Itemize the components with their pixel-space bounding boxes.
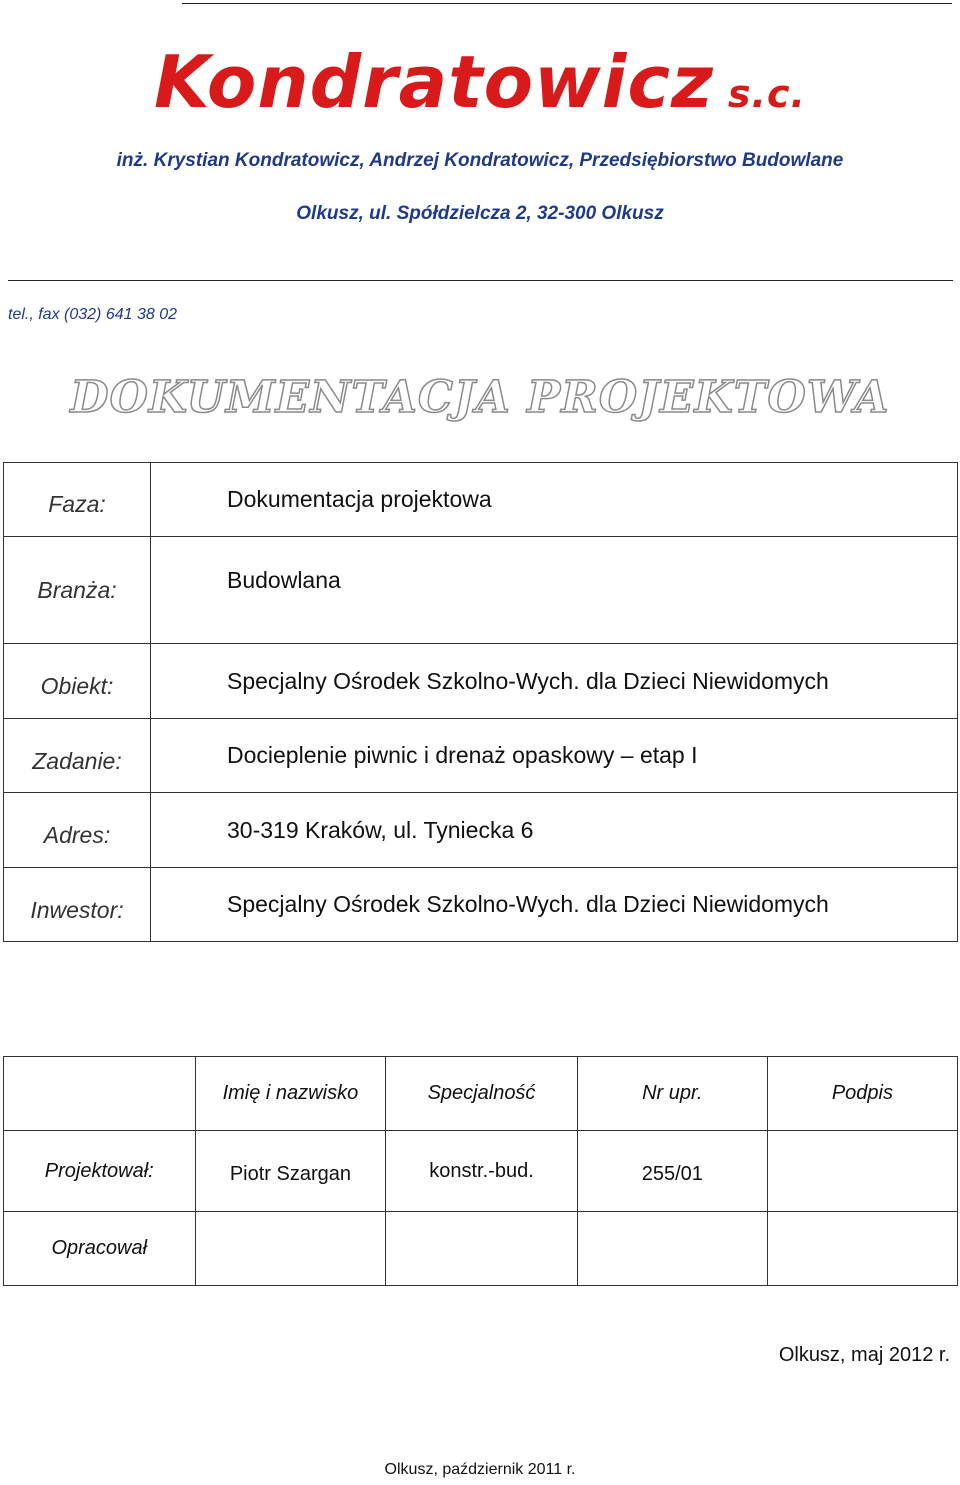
- project-info-table: [3, 462, 958, 942]
- prepared-label: Opracował: [4, 1212, 196, 1286]
- signature-row-designed: [4, 1131, 958, 1212]
- logo-text: Kondratowicz: [154, 40, 714, 124]
- document-title: DOKUMENTACJA PROJEKTOWA: [70, 372, 890, 423]
- investor-label: Inwestor:: [4, 868, 151, 942]
- object-value: Specjalny Ośrodek Szkolno-Wych. dla Dzieci Niewidomych: [151, 644, 958, 719]
- document-date: Olkusz, maj 2012 r.: [778, 1344, 950, 1366]
- branch-value: Budowlana: [151, 537, 958, 644]
- phase-value: Dokumentacja projektowa: [151, 463, 958, 537]
- address-label: Adres:: [4, 793, 151, 868]
- header-rule: [8, 280, 953, 281]
- phase-label: Faza:: [4, 463, 151, 537]
- task-value: Docieplenie piwnic i drenaż opaskowy – etap I: [151, 719, 958, 793]
- preparer-specialty: [386, 1212, 578, 1286]
- object-label: Obiekt:: [4, 644, 151, 719]
- company-phone: tel., fax (032) 641 38 02: [8, 306, 177, 323]
- top-rule: [182, 3, 952, 4]
- company-address: Olkusz, ul. Spółdzielcza 2, 32-300 Olkusz: [296, 203, 664, 224]
- preparer-signature: [767, 1212, 957, 1286]
- logo-suffix: s.c.: [727, 72, 806, 116]
- designer-license: 255/01: [577, 1131, 767, 1212]
- footer-date: Olkusz, październik 2011 r.: [384, 1461, 576, 1478]
- info-row-address: [4, 793, 958, 868]
- branch-label: Branża:: [4, 537, 151, 644]
- info-row-phase: [4, 463, 958, 537]
- task-label: Zadanie:: [4, 719, 151, 793]
- address-value: 30-319 Kraków, ul. Tyniecka 6: [151, 793, 958, 868]
- company-name: inż. Krystian Kondratowicz, Andrzej Kondratowicz, Przedsiębiorstwo Budowlane: [116, 150, 844, 171]
- designed-label: Projektował:: [4, 1131, 196, 1212]
- preparer-name: [195, 1212, 386, 1286]
- info-row-investor: [4, 868, 958, 942]
- investor-value: Specjalny Ośrodek Szkolno-Wych. dla Dzieci Niewidomych: [151, 868, 958, 942]
- info-row-object: [4, 644, 958, 719]
- header-signature: Podpis: [767, 1057, 957, 1131]
- preparer-license: [577, 1212, 767, 1286]
- info-row-task: [4, 719, 958, 793]
- header-specialty: Specjalność: [386, 1057, 578, 1131]
- designer-name: Piotr Szargan: [195, 1131, 386, 1212]
- designer-signature: [767, 1131, 957, 1212]
- header-blank: [4, 1057, 196, 1131]
- signature-header-row: [4, 1057, 958, 1131]
- designer-specialty: konstr.-bud.: [386, 1131, 578, 1212]
- header-name: Imię i nazwisko: [195, 1057, 386, 1131]
- company-logo: [0, 40, 960, 124]
- signature-table: [3, 1056, 958, 1286]
- info-row-branch: [4, 537, 958, 644]
- header-license: Nr upr.: [577, 1057, 767, 1131]
- signature-row-prepared: [4, 1212, 958, 1286]
